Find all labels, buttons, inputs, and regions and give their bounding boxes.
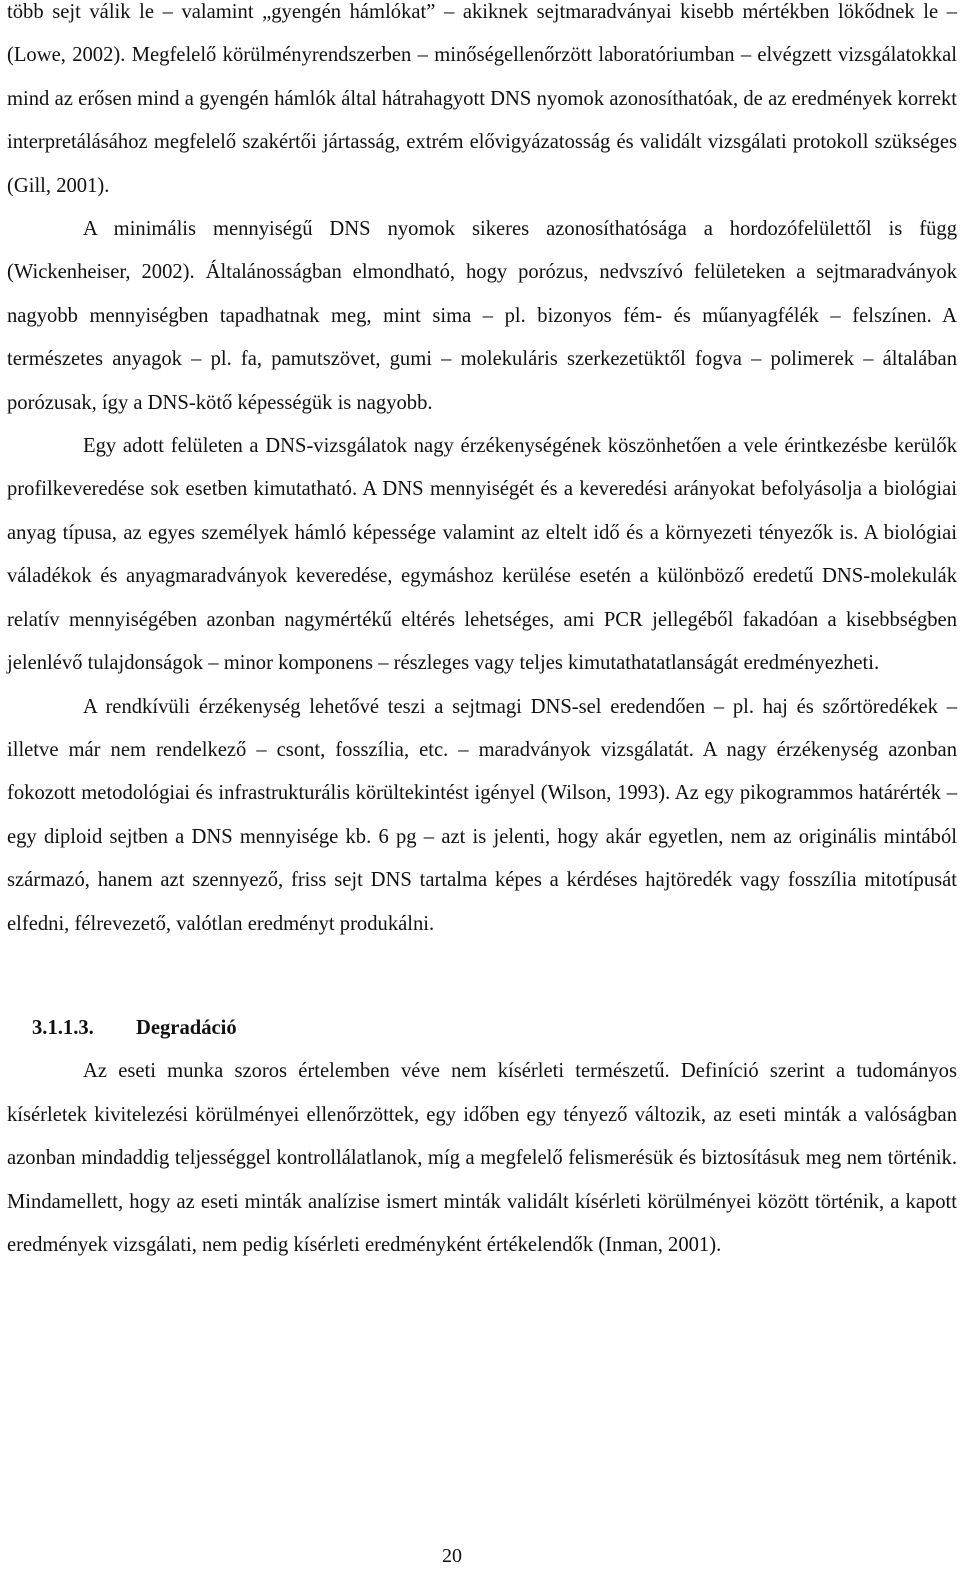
page-number: 20	[442, 1545, 462, 1567]
document-page	[7, 0, 957, 1267]
paragraph-continuation: több sejt válik le – valamint „gyengén hámlókat” – akiknek sejtmaradványai kisebb mértékben lökődnek le – (Lowe, 2002). Megfelelő körülményrendszerben – minőségellenőrzött laboratóriumban – elvégzett vizsgálatokkal mind az erősen mind a gyengén hámlók által hátrahagyott DNS nyomok azonosíthatóak, de az eredmények korrekt interpretálásához megfelelő szakértői jártasság, extrém elővigyázatosság és validált vizsgálati protokoll szükséges (Gill, 2001).	[7, 1, 957, 197]
section-heading	[7, 1007, 957, 1050]
section-title: Degradáció	[136, 1016, 237, 1039]
paragraph-surface-dependence: A minimális mennyiségű DNS nyomok sikeres azonosíthatósága a hordozófelülettől is függ (Wickenheiser, 2002). Általánosságban elmondható, hogy porózus, nedvszívó felületeken a sejtmaradványok nagyobb mennyiségben tapadhatnak meg, mint sima – pl. bizonyos fém- és műanyagfélék – felszínen. A természetes anyagok – pl. fa, pamutszövet, gumi – molekuláris szerkezetüktől fogva – polimerek – általában porózusak, így a DNS-kötő képességük is nagyobb.	[7, 218, 957, 414]
paragraph-sensitivity: A rendkívüli érzékenység lehetővé teszi a sejtmagi DNS-sel eredendően – pl. haj és szőrtöredékek – illetve már nem rendelkező – csont, fosszília, etc. – maradványok vizsgálatát. A nagy érzékenység azonban fokozott metodológiai és infrastrukturális körültekintést igényel (Wilson, 1993). Az egy pikogrammos határérték – egy diploid sejtben a DNS mennyisége kb. 6 pg – azt is jelenti, hogy akár egyetlen, nem az originális mintából származó, hanem azt szennyező, friss sejt DNS tartalma képes a kérdéses hajtöredék vagy fosszília mitotípusát elfedni, félrevezető, valótlan eredményt produkálni.	[7, 695, 957, 935]
paragraph-degradation: Az eseti munka szoros értelemben véve nem kísérleti természetű. Definíció szerint a tudományos kísérletek kivitelezési körülményei ellenőrzöttek, egy időben egy tényező változik, az eseti minták a valóságban azonban mindaddig teljességgel kontrollálatlanok, míg a megfelelő felismerésük és biztosításuk meg nem történik. Mindamellett, hogy az eseti minták analízise ismert minták validált kísérleti körülményei között történik, a kapott eredmények vizsgálati, nem pedig kísérleti eredményként értékelendők (Inman, 2001).	[7, 1060, 957, 1256]
paragraph-mixture-profiles: Egy adott felületen a DNS-vizsgálatok nagy érzékenységének köszönhetően a vele érintkezésbe kerülők profilkeveredése sok esetben kimutatható. A DNS mennyiségét és a keveredési arányokat befolyásolja a biológiai anyag típusa, az egyes személyek hámló képessége valamint az eltelt idő és a környezeti tényezők is. A biológiai váladékok és anyagmaradványok keveredése, egymáshoz kerülése esetén a különböző eredetű DNS-molekulák relatív mennyiségében azonban nagymértékű eltérés lehetséges, ami PCR jellegéből fakadóan a kisebbségben jelenlévő tulajdonságok – minor komponens – részleges vagy teljes kimutathatatlanságát eredményezheti.	[7, 435, 957, 675]
section-number: 3.1.1.3.	[32, 1016, 94, 1039]
